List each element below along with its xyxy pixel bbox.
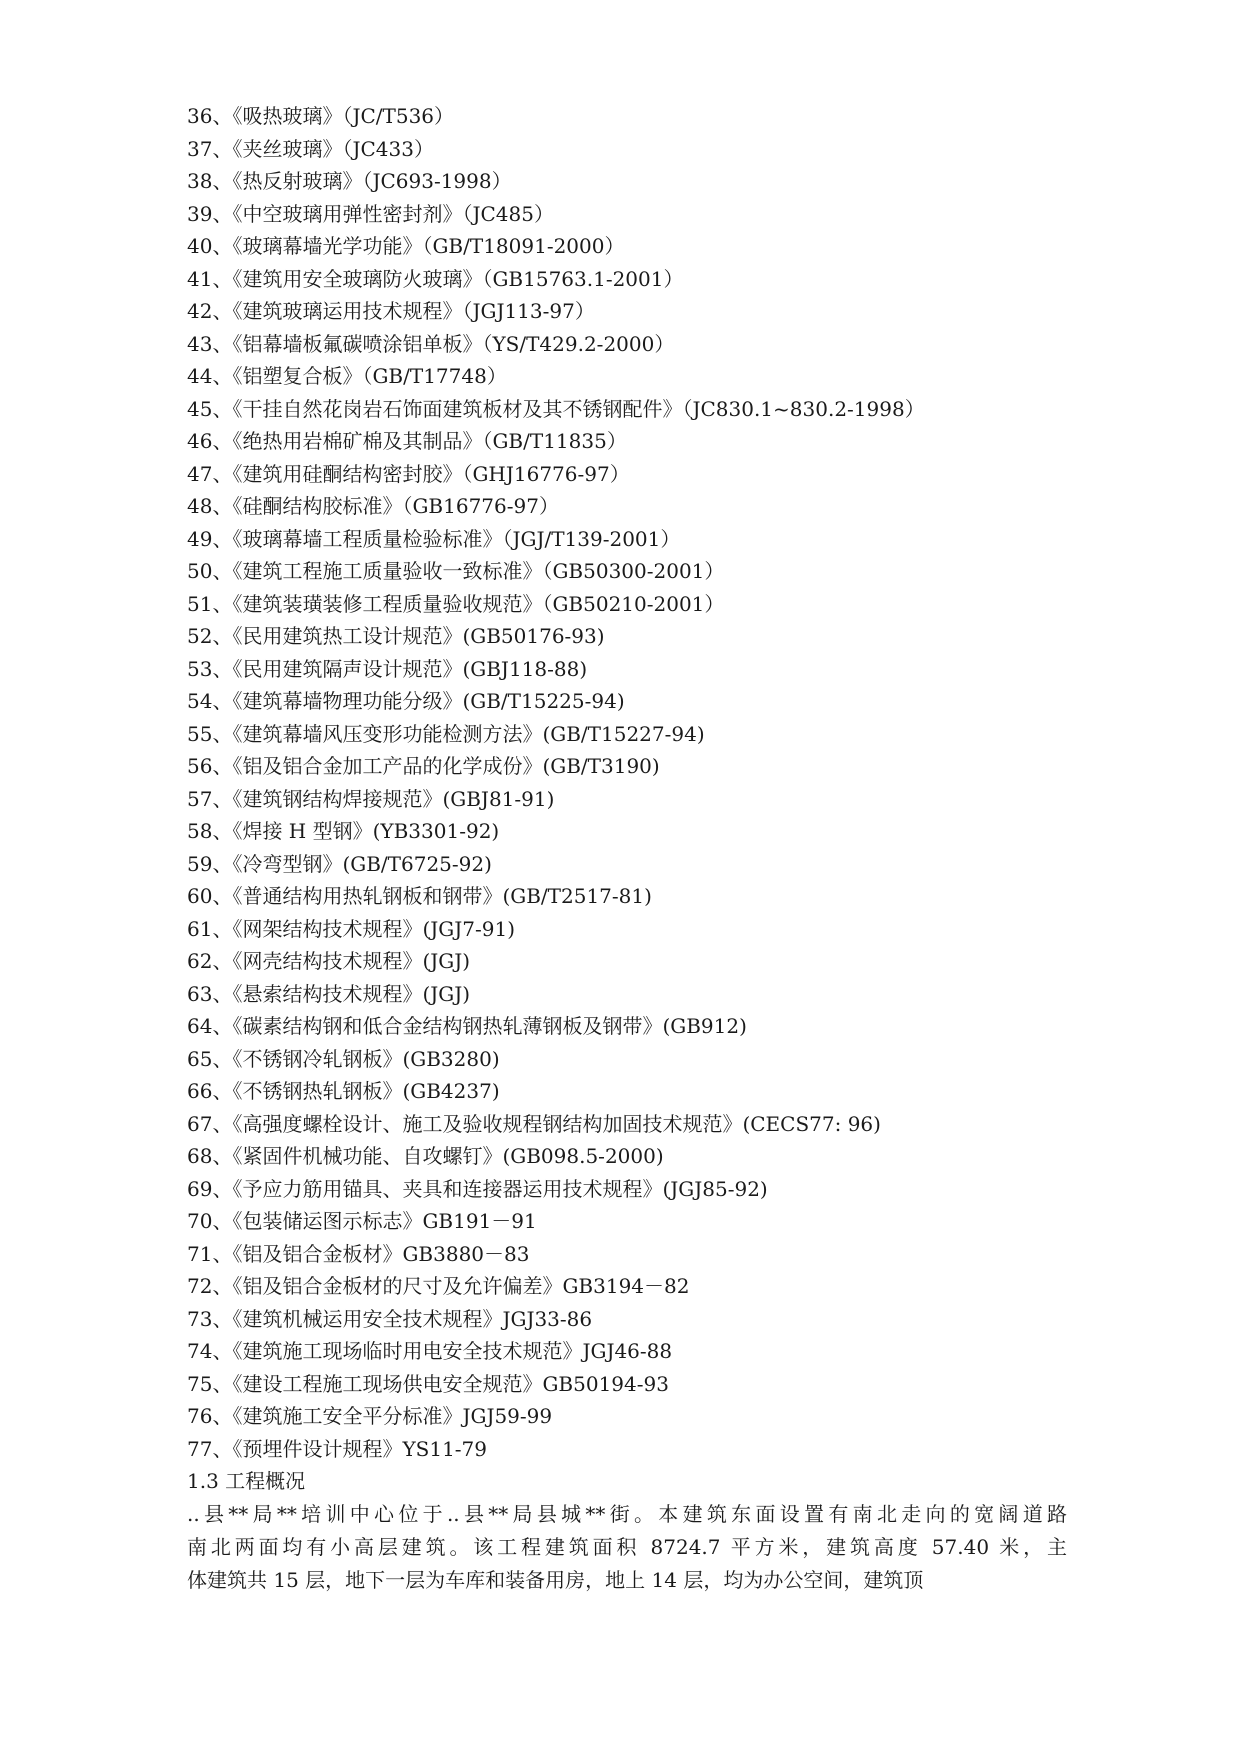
list-item: 58、《焊接 H 型钢》(YB3301-92) (187, 819, 500, 843)
list-item: 40、《玻璃幕墙光学功能》（GB/T18091-2000） (187, 234, 625, 258)
list-item: 68、《紧固件机械功能、自攻螺钉》(GB098.5-2000) (187, 1144, 664, 1168)
list-item: 63、《悬索结构技术规程》(JGJ) (187, 981, 471, 1006)
list-item: 65、《不锈钢冷轧钢板》(GB3280) (187, 1046, 500, 1071)
list-item: 72、《铝及铝合金板材的尺寸及允许偏差》GB3194－82 (187, 1274, 690, 1298)
list-item: 67、《高强度螺栓设计、施工及验收规程钢结构加固技术规范》(CECS77: 96) (187, 1111, 881, 1136)
list-item: 41、《建筑用安全玻璃防火玻璃》（GB15763.1-2001） (187, 266, 684, 291)
list-item: 39、《中空玻璃用弹性密封剂》（JC485） (187, 201, 554, 226)
list-item: 49、《玻璃幕墙工程质量检验标准》（JGJ/T139-2001） (187, 526, 681, 551)
section-heading: 1.3 工程概况 (187, 1469, 306, 1493)
list-item: 66、《不锈钢热轧钢板》(GB4237) (187, 1079, 500, 1103)
list-item: 36、《吸热玻璃》（JC/T536） (187, 104, 455, 128)
list-item: 57、《建筑钢结构焊接规范》(GBJ81-91) (187, 786, 555, 811)
paragraph-line: 体建筑共 15 层，地下一层为车库和装备用房，地上 14 层，均为办公空间，建筑顶 (187, 1567, 924, 1592)
list-item: 55、《建筑幕墙风压变形功能检测方法》(GB/T15227-94) (187, 721, 705, 746)
paragraph-line: ..县**局**培训中心位于..县**局县城**街。本建筑东面设置有南北走向的宽阔道路 (187, 1501, 1067, 1526)
list-item: 62、《网壳结构技术规程》(JGJ) (187, 949, 471, 973)
list-item: 38、《热反射玻璃》（JC693-1998） (187, 169, 512, 193)
project-overview-section (187, 1465, 1067, 1597)
list-item: 45、《干挂自然花岗岩石饰面建筑板材及其不锈钢配件》（JC830.1~830.2-1998） (187, 396, 925, 421)
list-item: 70、《包装储运图示标志》GB191－91 (187, 1209, 537, 1233)
list-item: 43、《铝幕墙板氟碳喷涂铝单板》（YS/T429.2-2000） (187, 331, 675, 356)
list-item: 46、《绝热用岩棉矿棉及其制品》（GB/T11835） (187, 429, 627, 453)
list-item: 52、《民用建筑热工设计规范》(GB50176-93) (187, 624, 605, 648)
list-item: 59、《冷弯型钢》(GB/T6725-92) (187, 851, 492, 876)
list-item: 77、《预埋件设计规程》YS11-79 (187, 1436, 488, 1461)
list-item: 54、《建筑幕墙物理功能分级》(GB/T15225-94) (187, 689, 625, 713)
list-item: 69、《予应力筋用锚具、夹具和连接器运用技术规程》(JGJ85-92) (187, 1176, 768, 1201)
list-item: 61、《网架结构技术规程》(JGJ7-91) (187, 916, 515, 941)
list-item: 75、《建设工程施工现场供电安全规范》GB50194-93 (187, 1371, 669, 1396)
list-item: 50、《建筑工程施工质量验收一致标准》（GB50300-2001） (187, 559, 725, 583)
list-item: 42、《建筑玻璃运用技术规程》（JGJ113-97） (187, 299, 595, 323)
list-item: 76、《建筑施工安全平分标准》JGJ59-99 (187, 1404, 553, 1428)
list-item: 51、《建筑装璜装修工程质量验收规范》（GB50210-2001） (187, 591, 725, 616)
paragraph-line: 南北两面均有小高层建筑。该工程建筑面积 8724.7 平方米，建筑高度 57.40 米，主 (187, 1534, 1067, 1559)
list-item: 73、《建筑机械运用安全技术规程》JGJ33-86 (187, 1306, 593, 1331)
overview-paragraph (187, 1498, 1067, 1597)
list-item: 48、《硅酮结构胶标准》（GB16776-97） (187, 494, 559, 518)
list-item: 60、《普通结构用热轧钢板和钢带》(GB/T2517-81) (187, 884, 652, 908)
list-item: 71、《铝及铝合金板材》GB3880－83 (187, 1241, 530, 1266)
reference-standards-list (187, 100, 1087, 1465)
list-item: 53、《民用建筑隔声设计规范》(GBJ118-88) (187, 656, 588, 681)
list-item: 37、《夹丝玻璃》（JC433） (187, 136, 434, 161)
list-item: 44、《铝塑复合板》（GB/T17748） (187, 364, 507, 388)
list-item: 74、《建筑施工现场临时用电安全技术规范》JGJ46-88 (187, 1339, 673, 1363)
list-item: 47、《建筑用硅酮结构密封胶》（GHJ16776-97） (187, 461, 630, 486)
list-item: 64、《碳素结构钢和低合金结构钢热轧薄钢板及钢带》(GB912) (187, 1014, 747, 1038)
list-item: 56、《铝及铝合金加工产品的化学成份》(GB/T3190) (187, 754, 660, 778)
